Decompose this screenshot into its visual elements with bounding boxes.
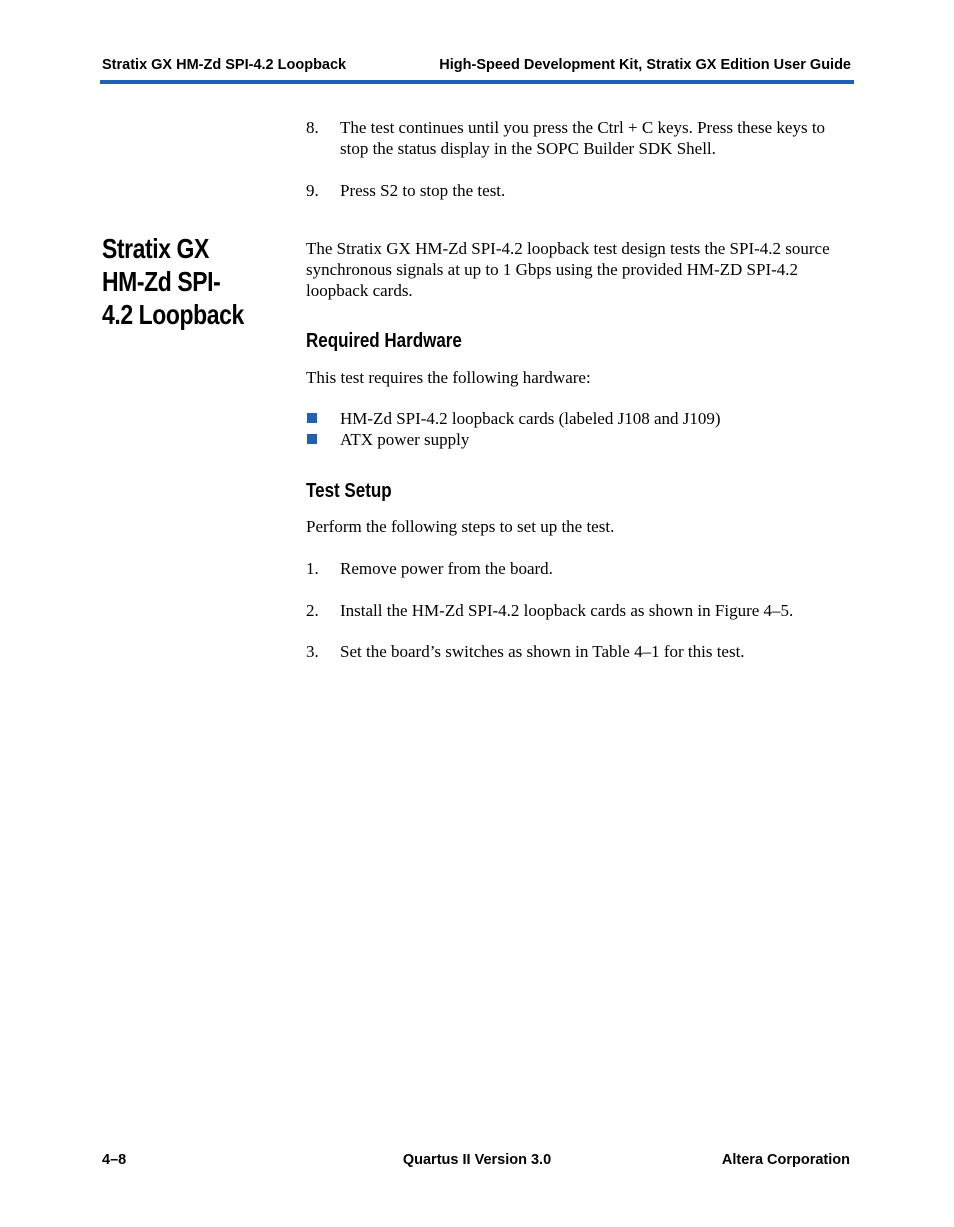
step-text: The test continues until you press the Ctrl + C keys. Press these keys to stop the status display in the SOPC Builder SDK Shell. [340,118,826,158]
required-hardware-intro: This test requires the following hardware: [306,368,591,387]
footer-company: Altera Corporation [721,1152,850,1168]
test-setup-intro: Perform the following steps to set up the test. [306,517,615,536]
header-rule [100,80,854,84]
page-number: 4–8 [102,1152,127,1168]
running-header-left: Stratix GX HM-Zd SPI-4.2 Loopback [102,57,347,73]
list-item: HM-Zd SPI-4.2 loopback cards (labeled J108 and J109) [340,409,721,428]
step-number: 9. [306,181,319,200]
running-header-right: High-Speed Development Kit, Stratix GX Edition User Guide [439,57,851,73]
section-intro: The Stratix GX HM-Zd SPI-4.2 loopback test design tests the SPI-4.2 source synchronous signals at up to 1 Gbps using the provided HM-ZD SPI-4.2 loopback cards. [306,239,830,300]
step-text: Set the board’s switches as shown in Table 4–1 for this test. [340,642,745,661]
step-number: 8. [306,118,319,137]
step-text: Remove power from the board. [340,559,553,578]
step-number: 3. [306,642,319,661]
step-text: Install the HM-Zd SPI-4.2 loopback cards as shown in Figure 4–5. [340,601,794,620]
step-number: 2. [306,601,319,620]
required-hardware-heading: Required Hardware [306,330,462,352]
footer-version: Quartus II Version 3.0 [402,1152,552,1168]
bullet-square-icon [307,434,317,444]
list-item: ATX power supply [340,430,470,449]
step-number: 1. [306,559,319,578]
test-setup-heading: Test Setup [306,480,392,502]
section-title: Stratix GX HM-Zd SPI-4.2 Loopback [102,233,244,330]
bullet-square-icon [307,413,317,423]
step-text: Press S2 to stop the test. [340,181,506,200]
